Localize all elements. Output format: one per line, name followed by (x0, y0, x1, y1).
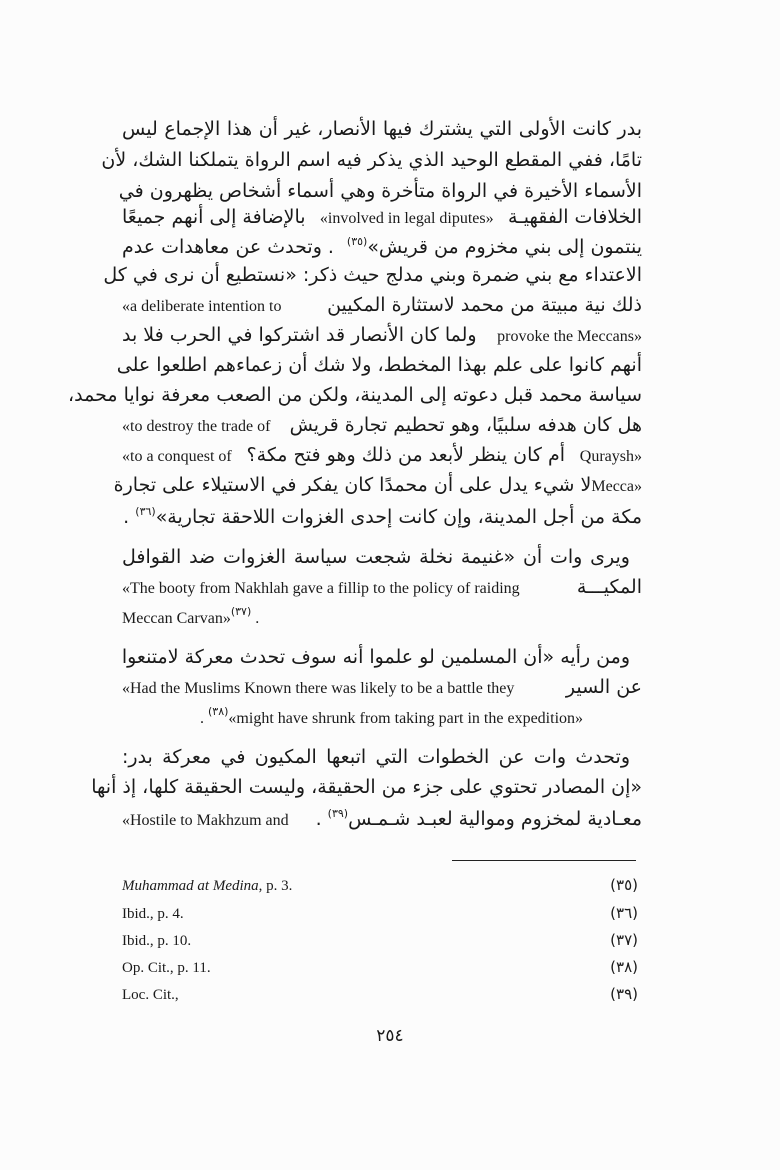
text-segment-en: «to destroy the trade of (122, 418, 271, 435)
text-line (122, 446, 642, 465)
text-line: تامًا، ففي المقطع الوحيد الذي يذكر فيه اسم الرواة يتملكنا الشك، لأن (101, 149, 642, 171)
text-segment-en: «to a conquest of (122, 448, 232, 465)
text-line (122, 296, 642, 315)
period-mark: . (200, 710, 208, 727)
text-segment-ar (316, 808, 642, 829)
text-segment-en: «Hostile to Makhzum and (122, 812, 289, 829)
footnote (122, 931, 638, 950)
footnote-number: (٣٩) (610, 985, 638, 1003)
period-mark: . (251, 610, 260, 627)
text-segment-en: Quraysh» (579, 448, 642, 465)
text-segment-ar: عن السير (565, 676, 642, 698)
text-segment: ينتمون إلى بني مخزوم من قريش» (367, 236, 642, 258)
footnote-reference: Op. Cit., p. 11. (122, 960, 211, 976)
period-mark: . (315, 808, 328, 830)
text-segment-en: «involved in legal diputes» (319, 210, 494, 227)
footnote (122, 904, 638, 923)
text-line: وتحدث وات عن الخطوات التي اتبعها المكيون في معركة بدر: (122, 746, 630, 768)
text-segment-ar: لا شيء يدل على أن محمدًا كان يفكر في الاستيلاء على تجارة (113, 474, 592, 496)
footnote-separator (452, 860, 636, 861)
text-segment-ar: بالإضافة إلى أنهم جميعًا (122, 206, 306, 228)
text-segment-en: Meccan Carvan» (122, 610, 231, 627)
text-segment-ar: ذلك نية مبيتة من محمد لاستثارة المكيين (327, 294, 642, 316)
text-segment-ar: الخلافات الفقهيـة (507, 206, 642, 228)
text-segment-ar (347, 236, 642, 257)
text-segment-en: «The booty from Nakhlah gave a fillip to the policy of raiding (122, 580, 520, 597)
text-segment-ar: . وتحدث عن معاهدات عدم (122, 236, 334, 258)
text-line: ويرى وات أن «غنيمة نخلة شجعت سياسة الغزوات ضد القوافل (122, 546, 630, 568)
text-segment-ar: ولما كان الأنصار قد اشتركوا في الحرب فلا بد (122, 324, 477, 346)
text-segment-ar: هل كان هدفه سلبيًا، وهو تحطيم تجارة قريش (289, 414, 642, 436)
text-line: «إن المصادر تحتوي على جزء من الحقيقة، وليست الحقيقة كلها، إذ أنها (91, 776, 642, 798)
text-line (113, 474, 642, 496)
footnote-ref: (٣٧) (230, 605, 252, 618)
text-line: بدر كانت الأولى التي يشترك فيها الأنصار، غير أن هذا الإجماع ليس (122, 118, 642, 140)
footnote-number: (٣٦) (610, 904, 638, 922)
text-segment-en: Mecca» (591, 478, 642, 495)
footnote-ref: (٣٨) (208, 705, 229, 718)
footnote (122, 985, 638, 1004)
text-line (122, 236, 642, 257)
text-segment-en: «might have shrunk from taking part in the expedition» (228, 710, 584, 727)
text-line: الاعتداء مع بني ضمرة وبني مدلج حيث ذكر: «نستطيع أن نرى في كل (103, 264, 642, 286)
text-line (122, 326, 642, 345)
text-line (122, 208, 642, 227)
text-line: أنهم كانوا على علم بهذا المخطط، ولا شك أن زعماءهم اطلعوا على (116, 354, 642, 376)
text-line (122, 506, 642, 527)
text-line (122, 808, 642, 829)
text-line (122, 606, 642, 627)
text-segment: مكة من أجل المدينة، وإن كانت إحدى الغزوات اللاحقة تجارية» (155, 506, 642, 528)
text-line: الأسماء الأخيرة في الرواة متأخرة وهي أسماء أشخاص يظهرون في (118, 180, 642, 202)
footnote-ref: (٣٥) (346, 235, 368, 248)
text-segment-ar: أم كان ينظر لأبعد من ذلك وهو فتح مكة؟ (246, 444, 565, 466)
footnote-ref: (٣٩) (327, 807, 349, 820)
text-line (122, 578, 642, 597)
footnote-text: , p. 3. (258, 878, 293, 894)
text-line: سياسة محمد قبل دعوته إلى المدينة، ولكن من الصعب معرفة نوايا محمد، (68, 384, 642, 406)
text-segment-en: provoke the Meccans» (497, 328, 642, 345)
page-number: ٢٥٤ (376, 1026, 404, 1046)
text-segment-ar: المكيـــة (576, 576, 642, 598)
text-line (122, 678, 642, 697)
footnote (122, 958, 638, 977)
text-segment: معـادية لمخزوم وموالية لعبـد شـمـس (348, 808, 642, 830)
text-line: ومن رأيه «أن المسلمين لو علموا أنه سوف تحدث معركة لامتنعوا (121, 646, 630, 668)
footnote-reference: Ibid., p. 10. (122, 933, 192, 949)
period-mark: . (123, 506, 136, 528)
footnote-number: (٣٧) (610, 931, 638, 949)
footnote-reference: Loc. Cit., (122, 987, 179, 1003)
text-segment-en: «a deliberate intention to (122, 298, 282, 315)
footnote-ref: (٣٦) (135, 505, 156, 518)
text-segment-en: «Had the Muslims Known there was likely to be a battle they (122, 680, 515, 697)
footnote-reference: Ibid., p. 4. (122, 906, 184, 922)
footnote (122, 876, 638, 895)
text-line (200, 706, 642, 727)
footnote-reference (122, 878, 292, 895)
text-line (122, 416, 642, 435)
footnote-title: Muhammad at Medina (122, 878, 259, 894)
footnote-number: (٣٨) (610, 958, 638, 976)
footnote-number: (٣٥) (610, 876, 638, 894)
